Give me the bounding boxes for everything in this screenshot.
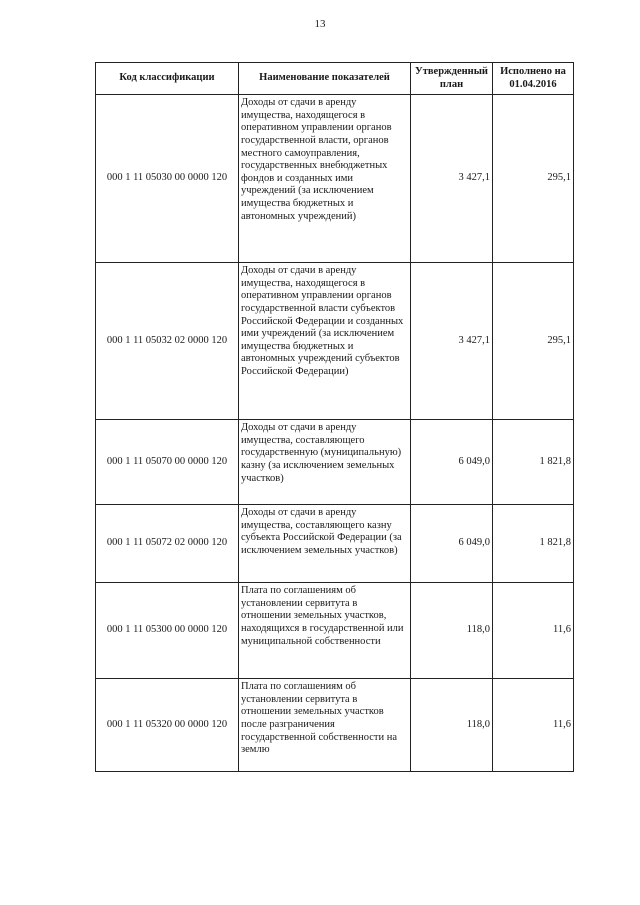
row-code: 000 1 11 05070 00 0000 120 [96, 420, 239, 505]
table-row [96, 583, 574, 679]
row-done: 11,6 [493, 679, 574, 772]
row-code: 000 1 11 05320 00 0000 120 [96, 679, 239, 772]
row-done: 1 821,8 [493, 420, 574, 505]
table-row [96, 505, 574, 583]
table-row [96, 263, 574, 420]
row-done: 295,1 [493, 263, 574, 420]
header-done: Исполнено на 01.04.2016 [493, 63, 574, 95]
header-code: Код классификации [96, 63, 239, 95]
row-name: Плата по соглашениям об установлении сервитута в отношении земельных участков, находящихся в государственной или муниципальной собственности [239, 583, 411, 679]
row-done: 1 821,8 [493, 505, 574, 583]
row-name: Доходы от сдачи в аренду имущества, составляющего государственную (муниципальную) казну (за исключением земельных участков) [239, 420, 411, 505]
row-code: 000 1 11 05032 02 0000 120 [96, 263, 239, 420]
table-row [96, 679, 574, 772]
row-name: Доходы от сдачи в аренду имущества, находящегося в оперативном управлении органов государственной власти, органов местного самоуправления, государственных внебюджетных фондов и созданных ими учреждений (за исключением имущества бюджетных и автономных учреждений) [239, 95, 411, 263]
table-header-row [96, 63, 574, 95]
row-plan: 3 427,1 [411, 263, 493, 420]
table-row [96, 95, 574, 263]
row-name: Доходы от сдачи в аренду имущества, составляющего казну субъекта Российской Федерации (за исключением земельных участков) [239, 505, 411, 583]
row-plan: 6 049,0 [411, 420, 493, 505]
row-plan: 6 049,0 [411, 505, 493, 583]
row-plan: 118,0 [411, 679, 493, 772]
header-plan: Утвержденный план [411, 63, 493, 95]
row-plan: 3 427,1 [411, 95, 493, 263]
row-plan: 118,0 [411, 583, 493, 679]
row-done: 295,1 [493, 95, 574, 263]
row-name: Доходы от сдачи в аренду имущества, находящегося в оперативном управлении органов государственной власти субъектов Российской Федерации и созданных ими учреждений (за исключением имущества бюджетных и автономных учреждений субъектов Российской Федерации) [239, 263, 411, 420]
budget-table [95, 62, 574, 772]
row-code: 000 1 11 05030 00 0000 120 [96, 95, 239, 263]
row-code: 000 1 11 05300 00 0000 120 [96, 583, 239, 679]
header-name: Наименование показателей [239, 63, 411, 95]
row-name: Плата по соглашениям об установлении сервитута в отношении земельных участков после разграничения государственной собственности на землю [239, 679, 411, 772]
row-code: 000 1 11 05072 02 0000 120 [96, 505, 239, 583]
row-done: 11,6 [493, 583, 574, 679]
page-number: 13 [314, 18, 326, 30]
table-row [96, 420, 574, 505]
